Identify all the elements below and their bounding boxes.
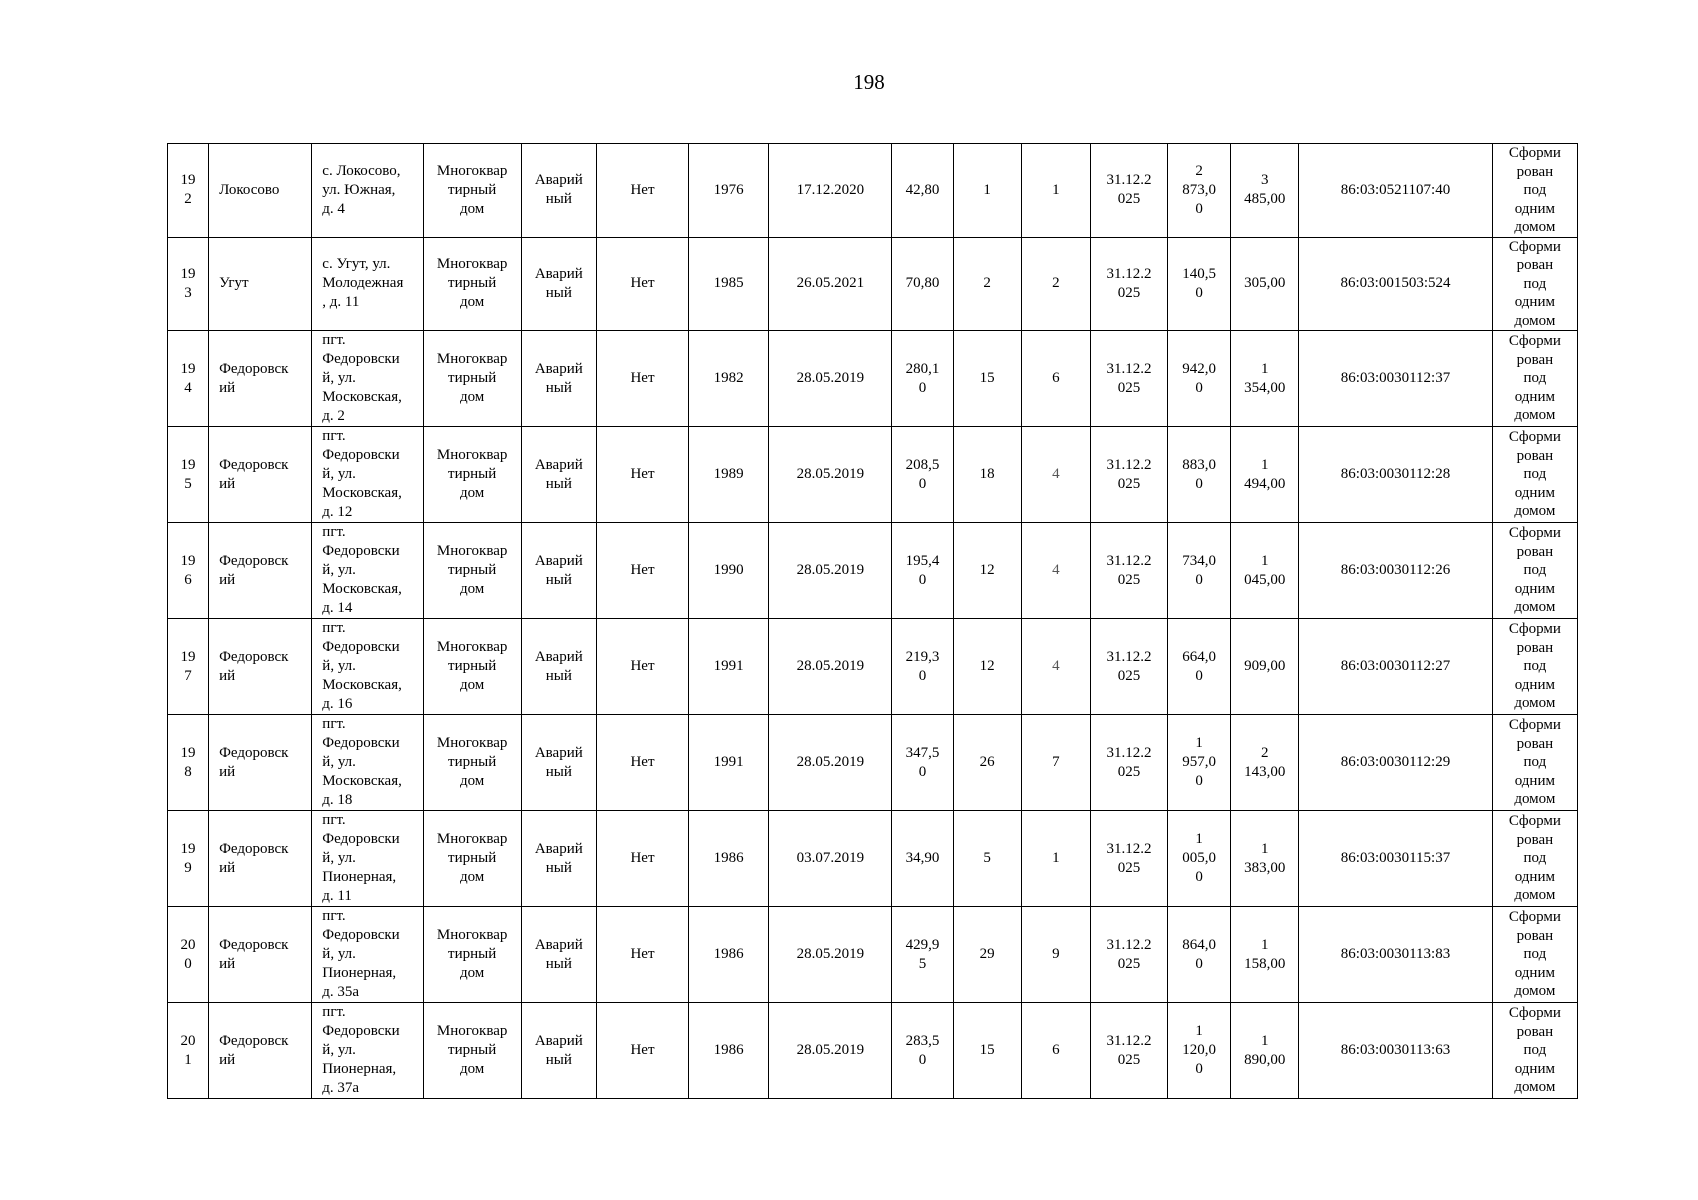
table-row — [168, 715, 1578, 811]
cell-residents: 2 — [953, 237, 1021, 331]
cell-cost-1: 883,0 0 — [1168, 427, 1231, 523]
cell-area: 42,80 — [892, 144, 953, 238]
cell-residents: 5 — [953, 811, 1021, 907]
cell-deadline: 31.12.2 025 — [1090, 144, 1167, 238]
cell-condition: Аварий ный — [521, 619, 596, 715]
cell-row-number: 19 2 — [168, 144, 209, 238]
cell-premises: 6 — [1021, 331, 1090, 427]
cell-row-number: 19 4 — [168, 331, 209, 427]
cell-status: Сформи рован под одним домом — [1492, 331, 1577, 427]
cell-deadline: 31.12.2 025 — [1090, 907, 1167, 1003]
cell-building-type: Многоквар тирный дом — [423, 331, 521, 427]
cell-premises: 4 — [1021, 427, 1090, 523]
cell-flag: Нет — [596, 715, 688, 811]
cell-building-type: Многоквар тирный дом — [423, 715, 521, 811]
cell-premises: 7 — [1021, 715, 1090, 811]
cell-deadline: 31.12.2 025 — [1090, 427, 1167, 523]
cell-year: 1976 — [689, 144, 769, 238]
cell-flag: Нет — [596, 331, 688, 427]
table-row — [168, 811, 1578, 907]
cell-area: 34,90 — [892, 811, 953, 907]
cell-status: Сформи рован под одним домом — [1492, 907, 1577, 1003]
cell-cost-2: 1 045,00 — [1231, 523, 1299, 619]
cell-condition: Аварий ный — [521, 1003, 596, 1099]
cell-condition: Аварий ный — [521, 144, 596, 238]
cell-year: 1982 — [689, 331, 769, 427]
cell-building-type: Многоквар тирный дом — [423, 619, 521, 715]
table-row — [168, 619, 1578, 715]
cell-settlement: Угут — [209, 237, 312, 331]
cell-condition: Аварий ный — [521, 907, 596, 1003]
cell-settlement: Федоровск ий — [209, 523, 312, 619]
cell-address: пгт. Федоровски й, ул. Пионерная, д. 37а — [312, 1003, 423, 1099]
cell-cost-1: 1 005,0 0 — [1168, 811, 1231, 907]
cell-premises: 2 — [1021, 237, 1090, 331]
cell-date: 28.05.2019 — [769, 523, 892, 619]
cell-deadline: 31.12.2 025 — [1090, 715, 1167, 811]
cell-cadastral-number: 86:03:001503:524 — [1299, 237, 1492, 331]
cell-flag: Нет — [596, 907, 688, 1003]
cell-building-type: Многоквар тирный дом — [423, 1003, 521, 1099]
cell-deadline: 31.12.2 025 — [1090, 331, 1167, 427]
cell-settlement: Федоровск ий — [209, 619, 312, 715]
cell-address: пгт. Федоровски й, ул. Пионерная, д. 35а — [312, 907, 423, 1003]
cell-residents: 12 — [953, 619, 1021, 715]
cell-cost-2: 1 890,00 — [1231, 1003, 1299, 1099]
table-row — [168, 237, 1578, 331]
cell-year: 1989 — [689, 427, 769, 523]
cell-year: 1986 — [689, 811, 769, 907]
table-row — [168, 523, 1578, 619]
cell-flag: Нет — [596, 237, 688, 331]
cell-settlement: Федоровск ий — [209, 811, 312, 907]
cell-condition: Аварий ный — [521, 715, 596, 811]
cell-premises: 4 — [1021, 523, 1090, 619]
cell-settlement: Федоровск ий — [209, 427, 312, 523]
cell-area: 70,80 — [892, 237, 953, 331]
cell-cadastral-number: 86:03:0030115:37 — [1299, 811, 1492, 907]
cell-building-type: Многоквар тирный дом — [423, 811, 521, 907]
cell-status: Сформи рован под одним домом — [1492, 237, 1577, 331]
cell-flag: Нет — [596, 144, 688, 238]
cell-cadastral-number: 86:03:0030112:27 — [1299, 619, 1492, 715]
table-row — [168, 1003, 1578, 1099]
cell-year: 1991 — [689, 715, 769, 811]
cell-cadastral-number: 86:03:0030113:63 — [1299, 1003, 1492, 1099]
cell-flag: Нет — [596, 811, 688, 907]
cell-flag: Нет — [596, 619, 688, 715]
cell-building-type: Многоквар тирный дом — [423, 427, 521, 523]
cell-residents: 15 — [953, 1003, 1021, 1099]
cell-settlement: Федоровск ий — [209, 1003, 312, 1099]
cell-condition: Аварий ный — [521, 331, 596, 427]
cell-area: 219,3 0 — [892, 619, 953, 715]
cell-year: 1986 — [689, 907, 769, 1003]
cell-building-type: Многоквар тирный дом — [423, 523, 521, 619]
cell-deadline: 31.12.2 025 — [1090, 523, 1167, 619]
cell-cost-1: 864,0 0 — [1168, 907, 1231, 1003]
registry-body — [168, 144, 1578, 1099]
cell-date: 28.05.2019 — [769, 331, 892, 427]
cell-building-type: Многоквар тирный дом — [423, 144, 521, 238]
cell-address: пгт. Федоровски й, ул. Московская, д. 2 — [312, 331, 423, 427]
cell-address: пгт. Федоровски й, ул. Московская, д. 12 — [312, 427, 423, 523]
table-row — [168, 907, 1578, 1003]
cell-residents: 15 — [953, 331, 1021, 427]
cell-row-number: 19 9 — [168, 811, 209, 907]
cell-cadastral-number: 86:03:0030112:26 — [1299, 523, 1492, 619]
cell-area: 347,5 0 — [892, 715, 953, 811]
cell-condition: Аварий ный — [521, 523, 596, 619]
cell-cost-1: 734,0 0 — [1168, 523, 1231, 619]
cell-address: с. Угут, ул. Молодежная , д. 11 — [312, 237, 423, 331]
cell-settlement: Федоровск ий — [209, 907, 312, 1003]
cell-address: с. Локосово, ул. Южная, д. 4 — [312, 144, 423, 238]
cell-deadline: 31.12.2 025 — [1090, 237, 1167, 331]
cell-status: Сформи рован под одним домом — [1492, 811, 1577, 907]
cell-cadastral-number: 86:03:0030112:37 — [1299, 331, 1492, 427]
cell-address: пгт. Федоровски й, ул. Московская, д. 16 — [312, 619, 423, 715]
cell-cost-2: 1 494,00 — [1231, 427, 1299, 523]
cell-condition: Аварий ный — [521, 811, 596, 907]
cell-status: Сформи рован под одним домом — [1492, 1003, 1577, 1099]
cell-residents: 12 — [953, 523, 1021, 619]
page-number: 198 — [853, 70, 885, 94]
cell-building-type: Многоквар тирный дом — [423, 237, 521, 331]
cell-settlement: Локосово — [209, 144, 312, 238]
cell-building-type: Многоквар тирный дом — [423, 907, 521, 1003]
cell-row-number: 20 1 — [168, 1003, 209, 1099]
cell-year: 1991 — [689, 619, 769, 715]
cell-cost-2: 1 383,00 — [1231, 811, 1299, 907]
cell-flag: Нет — [596, 1003, 688, 1099]
cell-premises: 1 — [1021, 811, 1090, 907]
cell-cost-2: 3 485,00 — [1231, 144, 1299, 238]
cell-status: Сформи рован под одним домом — [1492, 715, 1577, 811]
cell-cadastral-number: 86:03:0030112:29 — [1299, 715, 1492, 811]
cell-date: 28.05.2019 — [769, 427, 892, 523]
cell-row-number: 19 3 — [168, 237, 209, 331]
cell-flag: Нет — [596, 523, 688, 619]
cell-status: Сформи рован под одним домом — [1492, 144, 1577, 238]
cell-date: 03.07.2019 — [769, 811, 892, 907]
cell-year: 1990 — [689, 523, 769, 619]
cell-area: 283,5 0 — [892, 1003, 953, 1099]
cell-cadastral-number: 86:03:0521107:40 — [1299, 144, 1492, 238]
cell-cost-1: 942,0 0 — [1168, 331, 1231, 427]
cell-premises: 4 — [1021, 619, 1090, 715]
cell-deadline: 31.12.2 025 — [1090, 619, 1167, 715]
cell-date: 28.05.2019 — [769, 715, 892, 811]
cell-year: 1985 — [689, 237, 769, 331]
cell-cost-2: 2 143,00 — [1231, 715, 1299, 811]
cell-flag: Нет — [596, 427, 688, 523]
cell-cost-2: 909,00 — [1231, 619, 1299, 715]
cell-premises: 9 — [1021, 907, 1090, 1003]
table-row — [168, 427, 1578, 523]
cell-date: 28.05.2019 — [769, 907, 892, 1003]
cell-status: Сформи рован под одним домом — [1492, 427, 1577, 523]
cell-cost-2: 305,00 — [1231, 237, 1299, 331]
cell-area: 280,1 0 — [892, 331, 953, 427]
cell-settlement: Федоровск ий — [209, 715, 312, 811]
cell-date: 28.05.2019 — [769, 1003, 892, 1099]
table-row — [168, 144, 1578, 238]
cell-condition: Аварий ный — [521, 237, 596, 331]
cell-cost-1: 664,0 0 — [1168, 619, 1231, 715]
cell-cadastral-number: 86:03:0030113:83 — [1299, 907, 1492, 1003]
cell-area: 208,5 0 — [892, 427, 953, 523]
cell-row-number: 19 7 — [168, 619, 209, 715]
cell-address: пгт. Федоровски й, ул. Московская, д. 14 — [312, 523, 423, 619]
cell-address: пгт. Федоровски й, ул. Пионерная, д. 11 — [312, 811, 423, 907]
cell-row-number: 19 5 — [168, 427, 209, 523]
cell-residents: 29 — [953, 907, 1021, 1003]
cell-year: 1986 — [689, 1003, 769, 1099]
cell-status: Сформи рован под одним домом — [1492, 523, 1577, 619]
cell-deadline: 31.12.2 025 — [1090, 1003, 1167, 1099]
cell-settlement: Федоровск ий — [209, 331, 312, 427]
cell-deadline: 31.12.2 025 — [1090, 811, 1167, 907]
cell-row-number: 20 0 — [168, 907, 209, 1003]
cell-premises: 1 — [1021, 144, 1090, 238]
cell-premises: 6 — [1021, 1003, 1090, 1099]
cell-residents: 1 — [953, 144, 1021, 238]
cell-area: 195,4 0 — [892, 523, 953, 619]
cell-cadastral-number: 86:03:0030112:28 — [1299, 427, 1492, 523]
cell-date: 26.05.2021 — [769, 237, 892, 331]
cell-status: Сформи рован под одним домом — [1492, 619, 1577, 715]
cell-cost-2: 1 158,00 — [1231, 907, 1299, 1003]
cell-cost-2: 1 354,00 — [1231, 331, 1299, 427]
cell-date: 17.12.2020 — [769, 144, 892, 238]
cell-address: пгт. Федоровски й, ул. Московская, д. 18 — [312, 715, 423, 811]
cell-cost-1: 1 120,0 0 — [1168, 1003, 1231, 1099]
table-row — [168, 331, 1578, 427]
cell-area: 429,9 5 — [892, 907, 953, 1003]
cell-residents: 26 — [953, 715, 1021, 811]
housing-registry-table — [167, 143, 1578, 1099]
cell-row-number: 19 8 — [168, 715, 209, 811]
cell-date: 28.05.2019 — [769, 619, 892, 715]
cell-condition: Аварий ный — [521, 427, 596, 523]
cell-cost-1: 2 873,0 0 — [1168, 144, 1231, 238]
cell-residents: 18 — [953, 427, 1021, 523]
cell-row-number: 19 6 — [168, 523, 209, 619]
cell-cost-1: 140,5 0 — [1168, 237, 1231, 331]
cell-cost-1: 1 957,0 0 — [1168, 715, 1231, 811]
